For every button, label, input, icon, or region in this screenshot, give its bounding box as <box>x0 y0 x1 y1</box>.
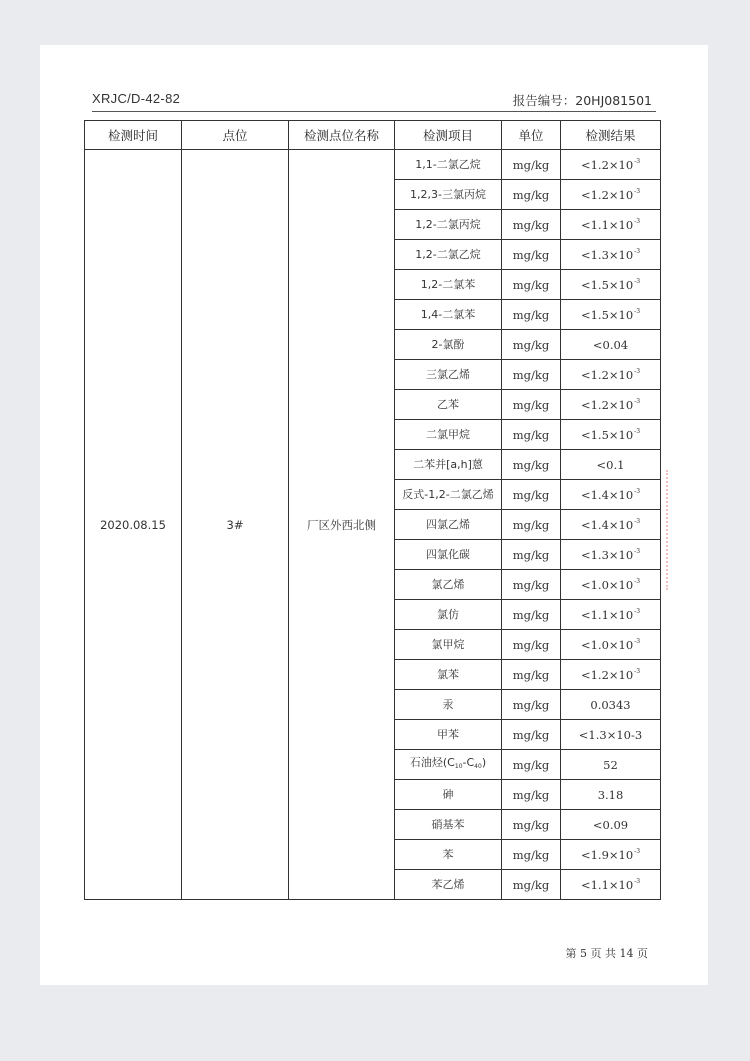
item-label: 氯甲烷 <box>431 638 465 651</box>
col-header-point: 点位 <box>182 121 289 150</box>
unit-cell: mg/kg <box>502 150 561 180</box>
result-exponent: -3 <box>634 487 641 495</box>
result-cell <box>561 150 661 180</box>
seal-stamp-edge <box>666 470 680 590</box>
point-cell: 3# <box>182 150 289 900</box>
result-cell <box>561 480 661 510</box>
unit-cell: mg/kg <box>502 390 561 420</box>
result-value: <1.2×10 <box>580 397 634 412</box>
item-label: 四氯化碳 <box>426 548 470 561</box>
item-cell <box>395 630 502 660</box>
result-value: <1.3×10 <box>580 247 634 262</box>
result-cell <box>561 570 661 600</box>
header-divider <box>92 111 656 112</box>
result-cell <box>561 510 661 540</box>
result-cell <box>561 630 661 660</box>
date-cell: 2020.08.15 <box>85 150 182 900</box>
unit-cell: mg/kg <box>502 600 561 630</box>
item-label: 1,4-二氯苯 <box>420 308 476 321</box>
unit-cell: mg/kg <box>502 180 561 210</box>
unit-cell: mg/kg <box>502 540 561 570</box>
item-label: 硝基苯 <box>431 818 465 831</box>
item-label: 氯乙烯 <box>431 578 465 591</box>
item-label: 氯苯 <box>437 668 459 681</box>
item-label-mid: -C <box>462 756 475 769</box>
result-exponent: -3 <box>634 517 641 525</box>
col-header-time: 检测时间 <box>85 121 182 150</box>
unit-cell: mg/kg <box>502 330 561 360</box>
result-cell <box>561 300 661 330</box>
unit-cell: mg/kg <box>502 720 561 750</box>
result-cell <box>561 810 661 840</box>
item-cell <box>395 660 502 690</box>
result-value: <1.2×10 <box>580 157 634 172</box>
unit-cell: mg/kg <box>502 300 561 330</box>
page-number: 第 5 页 共 14 页 <box>565 947 648 960</box>
result-exponent: -3 <box>634 877 641 885</box>
table-header-row <box>85 121 661 150</box>
item-cell <box>395 810 502 840</box>
item-cell <box>395 720 502 750</box>
result-value: <1.1×10 <box>580 607 634 622</box>
item-label: 石油烃(C <box>409 756 455 769</box>
result-value: <1.4×10 <box>580 487 634 502</box>
result-exponent: -3 <box>634 157 641 165</box>
item-cell <box>395 150 502 180</box>
item-cell <box>395 450 502 480</box>
result-exponent: -3 <box>634 547 641 555</box>
unit-cell: mg/kg <box>502 420 561 450</box>
item-cell <box>395 240 502 270</box>
document-page <box>40 45 708 985</box>
item-label: 1,2,3-三氯丙烷 <box>410 188 486 201</box>
result-cell <box>561 330 661 360</box>
result-cell <box>561 270 661 300</box>
result-cell <box>561 180 661 210</box>
result-cell <box>561 210 661 240</box>
result-cell <box>561 840 661 870</box>
result-exponent: -3 <box>634 847 641 855</box>
result-cell <box>561 540 661 570</box>
col-header-result: 检测结果 <box>561 121 661 150</box>
result-exponent: -3 <box>634 427 641 435</box>
result-value: 3.18 <box>597 787 624 802</box>
col-header-unit: 单位 <box>502 121 561 150</box>
item-label: 甲苯 <box>437 728 459 741</box>
result-exponent: -3 <box>634 307 641 315</box>
result-value: <1.5×10 <box>580 277 634 292</box>
item-label: 1,2-二氯丙烷 <box>415 218 481 231</box>
result-value: <1.1×10 <box>580 217 634 232</box>
item-label: 乙苯 <box>437 398 459 411</box>
item-label-end: ) <box>481 756 487 769</box>
result-value: <1.0×10 <box>580 577 634 592</box>
unit-cell: mg/kg <box>502 870 561 900</box>
point-name-cell: 厂区外西北侧 <box>289 150 395 900</box>
result-exponent: -3 <box>634 247 641 255</box>
result-value: <0.04 <box>592 337 629 352</box>
unit-cell: mg/kg <box>502 270 561 300</box>
result-value: <1.5×10 <box>580 307 634 322</box>
unit-cell: mg/kg <box>502 750 561 780</box>
result-exponent: -3 <box>634 277 641 285</box>
result-exponent: -3 <box>634 397 641 405</box>
item-label: 1,2-二氯乙烷 <box>415 248 481 261</box>
result-exponent: -3 <box>634 577 641 585</box>
unit-cell: mg/kg <box>502 210 561 240</box>
result-value: <1.1×10 <box>580 877 634 892</box>
result-exponent: -3 <box>634 667 641 675</box>
item-cell <box>395 510 502 540</box>
item-label: 四氯乙烯 <box>426 518 470 531</box>
item-cell <box>395 780 502 810</box>
result-cell <box>561 600 661 630</box>
result-value: <1.3×10 <box>580 547 634 562</box>
result-cell <box>561 690 661 720</box>
unit-cell: mg/kg <box>502 810 561 840</box>
result-value: <0.1 <box>596 457 625 472</box>
item-label: 氯仿 <box>437 608 459 621</box>
item-cell <box>395 360 502 390</box>
result-exponent: -3 <box>634 217 641 225</box>
result-exponent: -3 <box>634 607 641 615</box>
report-number: 报告编号：20HJ081501 <box>512 93 652 108</box>
item-cell <box>395 870 502 900</box>
result-value: <1.4×10 <box>580 517 634 532</box>
item-label: 苯乙烯 <box>431 878 465 891</box>
result-cell <box>561 450 661 480</box>
unit-cell: mg/kg <box>502 510 561 540</box>
item-cell <box>395 390 502 420</box>
item-label: 苯 <box>442 848 454 861</box>
result-value: 52 <box>603 757 618 772</box>
item-cell <box>395 210 502 240</box>
unit-cell: mg/kg <box>502 360 561 390</box>
document-code: XRJC/D-42-82 <box>92 91 181 106</box>
item-cell <box>395 180 502 210</box>
item-cell <box>395 840 502 870</box>
table-body <box>85 150 661 900</box>
item-label: 反式-1,2-二氯乙烯 <box>402 488 494 501</box>
item-cell <box>395 540 502 570</box>
unit-cell: mg/kg <box>502 570 561 600</box>
result-value: <1.3×10-3 <box>578 727 643 742</box>
item-cell <box>395 750 502 780</box>
result-exponent: -3 <box>634 367 641 375</box>
item-cell <box>395 420 502 450</box>
result-exponent: -3 <box>634 187 641 195</box>
result-value: <1.9×10 <box>580 847 634 862</box>
result-cell <box>561 720 661 750</box>
item-cell <box>395 300 502 330</box>
result-value: <1.0×10 <box>580 637 634 652</box>
result-value: 0.0343 <box>590 697 631 712</box>
item-cell <box>395 600 502 630</box>
unit-cell: mg/kg <box>502 780 561 810</box>
col-header-point-name: 检测点位名称 <box>289 121 395 150</box>
item-cell <box>395 330 502 360</box>
result-cell <box>561 660 661 690</box>
item-label: 砷 <box>442 788 454 801</box>
col-header-item: 检测项目 <box>395 121 502 150</box>
result-value: <1.5×10 <box>580 427 634 442</box>
item-label: 汞 <box>442 698 454 711</box>
unit-cell: mg/kg <box>502 480 561 510</box>
item-cell <box>395 480 502 510</box>
item-label: 三氯乙烯 <box>426 368 470 381</box>
result-cell <box>561 750 661 780</box>
item-label: 2-氯酚 <box>431 338 465 351</box>
item-cell <box>395 270 502 300</box>
item-label: 二氯甲烷 <box>426 428 470 441</box>
unit-cell: mg/kg <box>502 840 561 870</box>
result-value: <1.2×10 <box>580 367 634 382</box>
item-cell <box>395 570 502 600</box>
result-value: <1.2×10 <box>580 667 634 682</box>
item-cell <box>395 690 502 720</box>
item-label: 1,2-二氯苯 <box>420 278 476 291</box>
result-cell <box>561 420 661 450</box>
result-exponent: -3 <box>634 637 641 645</box>
result-cell <box>561 390 661 420</box>
unit-cell: mg/kg <box>502 450 561 480</box>
item-subscript: 10 <box>454 763 463 770</box>
unit-cell: mg/kg <box>502 660 561 690</box>
item-label: 1,1-二氯乙烷 <box>415 158 481 171</box>
result-cell <box>561 780 661 810</box>
result-cell <box>561 240 661 270</box>
unit-cell: mg/kg <box>502 240 561 270</box>
results-table <box>84 120 661 900</box>
result-value: <0.09 <box>592 817 629 832</box>
unit-cell: mg/kg <box>502 690 561 720</box>
item-label: 二苯并[a,h]蒽 <box>413 458 483 471</box>
result-value: <1.2×10 <box>580 187 634 202</box>
result-cell <box>561 360 661 390</box>
result-cell <box>561 870 661 900</box>
item-subscript: 40 <box>474 763 482 770</box>
table-row <box>85 150 661 180</box>
unit-cell: mg/kg <box>502 630 561 660</box>
